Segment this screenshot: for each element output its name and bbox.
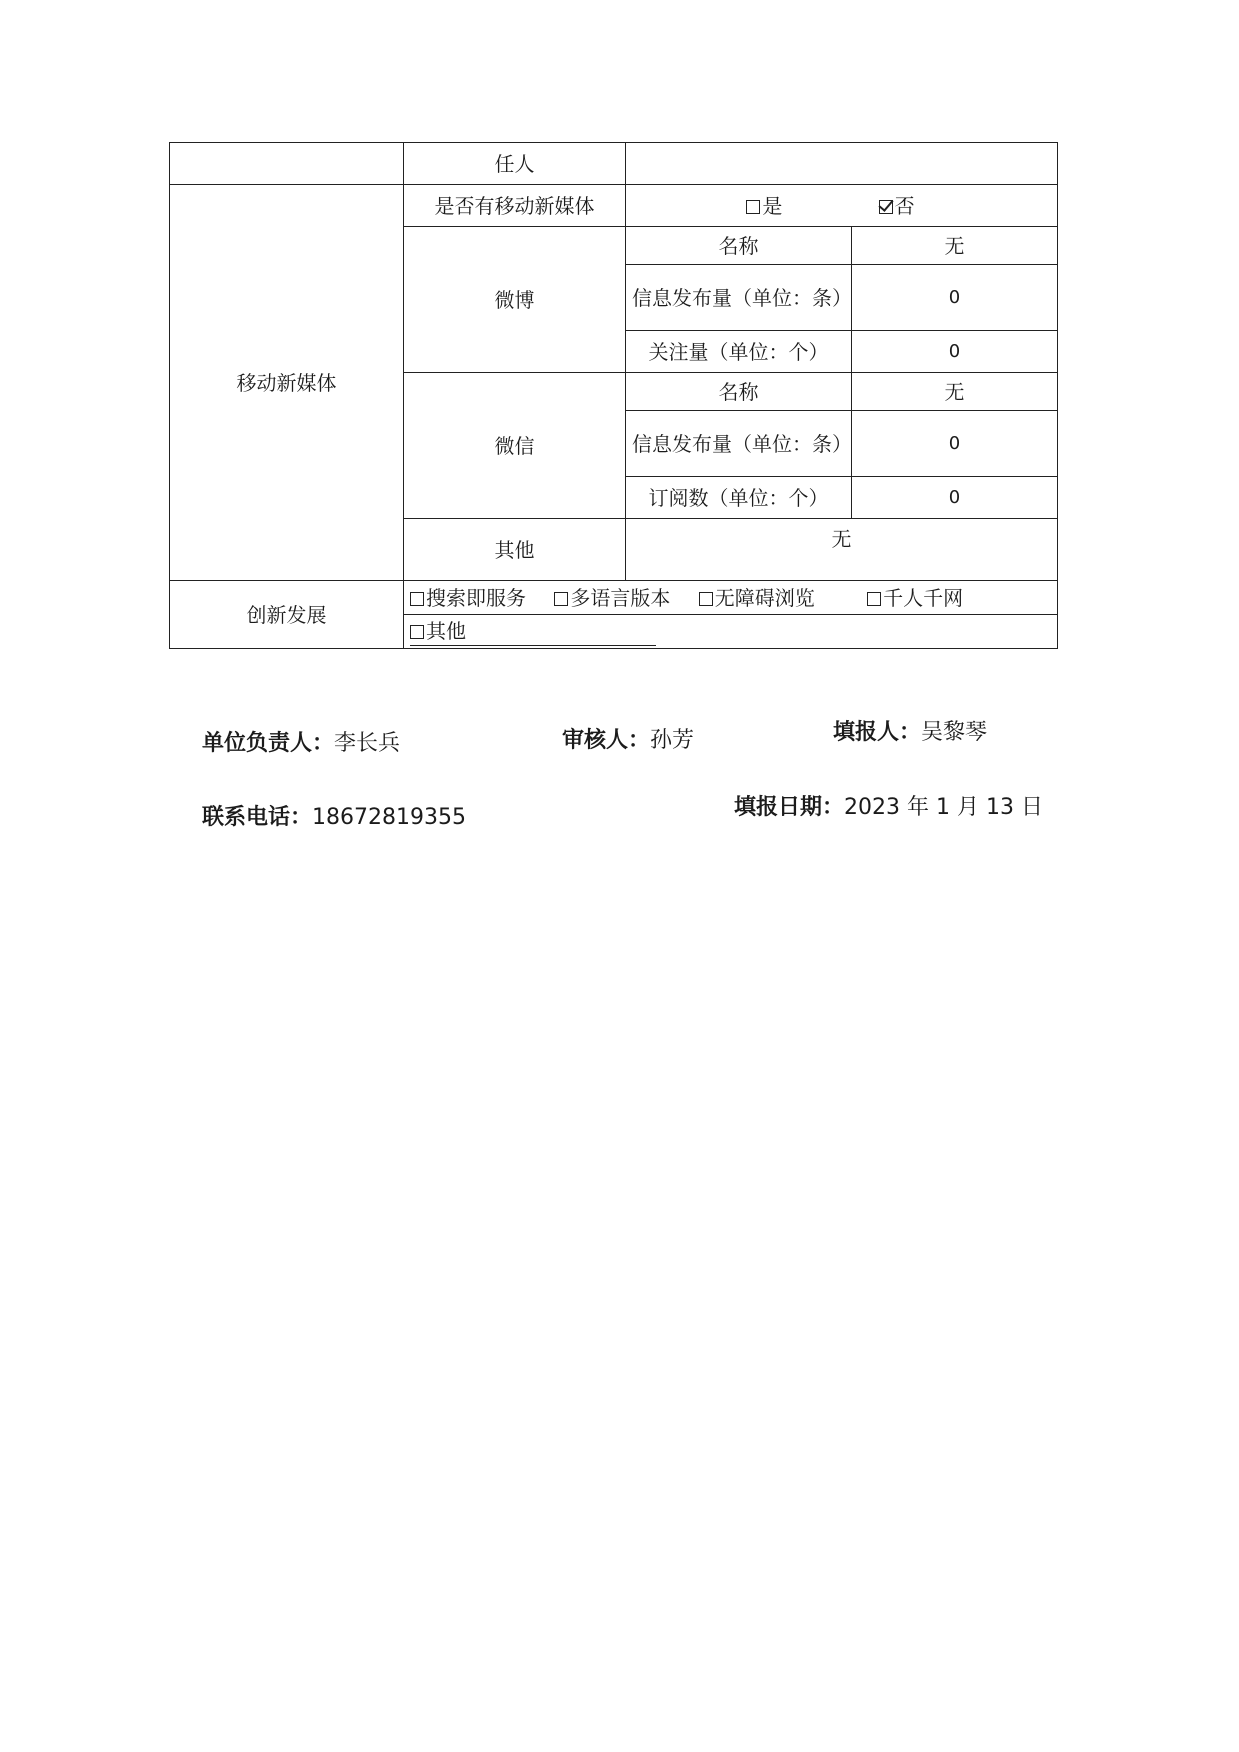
- fill-date-value: 2023 年 1 月 13 日: [844, 795, 1043, 820]
- unit-head-label: 单位负责人：: [202, 731, 335, 756]
- unit-head-value: 李长兵: [334, 731, 401, 756]
- checkbox-checked-icon[interactable]: [879, 200, 893, 214]
- has-mobile-media-label: 是否有移动新媒体: [404, 185, 626, 227]
- other-value: 无: [626, 519, 1058, 581]
- unit-head: [202, 726, 400, 757]
- phone: [202, 800, 466, 831]
- option-label: 多语言版本: [570, 585, 671, 610]
- option-yes[interactable]: [746, 192, 782, 220]
- mobile-media-section-label: 移动新媒体: [170, 185, 404, 581]
- table-cell-empty: [170, 143, 404, 185]
- phone-label: 联系电话：: [202, 805, 313, 830]
- innovation-other: [404, 615, 1058, 649]
- has-mobile-media-options: [626, 185, 1058, 227]
- checkbox-unchecked-icon[interactable]: [410, 625, 424, 639]
- option-other-label: 其他: [426, 619, 466, 643]
- row0-value-empty: [626, 143, 1058, 185]
- reviewer-value: 孙芳: [650, 728, 695, 753]
- option-accessible[interactable]: [699, 584, 815, 612]
- weibo-follow-value: 0: [852, 331, 1058, 373]
- fill-date-label: 填报日期：: [734, 795, 845, 820]
- wechat-name-value: 无: [852, 373, 1058, 411]
- wechat-posts-value: 0: [852, 411, 1058, 477]
- innovation-options: [404, 581, 1058, 615]
- checkbox-unchecked-icon[interactable]: [699, 592, 713, 606]
- option-search-service[interactable]: [410, 584, 526, 612]
- option-multilingual[interactable]: [554, 584, 670, 612]
- option-label: 千人千网: [883, 585, 964, 610]
- table-row: [170, 185, 1058, 227]
- weibo-posts-value: 0: [852, 265, 1058, 331]
- option-other[interactable]: [410, 617, 656, 646]
- weibo-follow-label: 关注量（单位：个）: [626, 331, 852, 373]
- weibo-label: 微博: [404, 227, 626, 373]
- filler: [833, 715, 987, 746]
- wechat-name-label: 名称: [626, 373, 852, 411]
- table-row: [170, 143, 1058, 185]
- checkbox-unchecked-icon[interactable]: [410, 592, 424, 606]
- filler-value: 吴黎琴: [921, 720, 988, 745]
- checkbox-unchecked-icon[interactable]: [867, 592, 881, 606]
- filler-label: 填报人：: [833, 720, 922, 745]
- checkbox-unchecked-icon[interactable]: [746, 200, 760, 214]
- wechat-label: 微信: [404, 373, 626, 519]
- option-label: 搜索即服务: [426, 585, 526, 610]
- option-yes-label: 是: [762, 193, 783, 218]
- option-label: 无障碍浏览: [714, 585, 815, 610]
- reviewer-label: 审核人：: [562, 728, 651, 753]
- report-table: [169, 142, 1058, 649]
- option-no-label: 否: [894, 193, 915, 218]
- weibo-posts-label: 信息发布量（单位：条）: [626, 265, 852, 331]
- innovation-label: 创新发展: [170, 581, 404, 649]
- reviewer: [562, 723, 694, 754]
- weibo-name-value: 无: [852, 227, 1058, 265]
- fill-date: [734, 790, 1043, 821]
- row0-label: 任人: [404, 143, 626, 185]
- checkbox-unchecked-icon[interactable]: [554, 592, 568, 606]
- option-personalized[interactable]: [867, 584, 963, 612]
- option-no[interactable]: [879, 192, 915, 220]
- weibo-name-label: 名称: [626, 227, 852, 265]
- wechat-subs-value: 0: [852, 477, 1058, 519]
- wechat-subs-label: 订阅数（单位：个）: [626, 477, 852, 519]
- other-label: 其他: [404, 519, 626, 581]
- wechat-posts-label: 信息发布量（单位：条）: [626, 411, 852, 477]
- table-row: [170, 581, 1058, 615]
- phone-value: 18672819355: [312, 805, 466, 830]
